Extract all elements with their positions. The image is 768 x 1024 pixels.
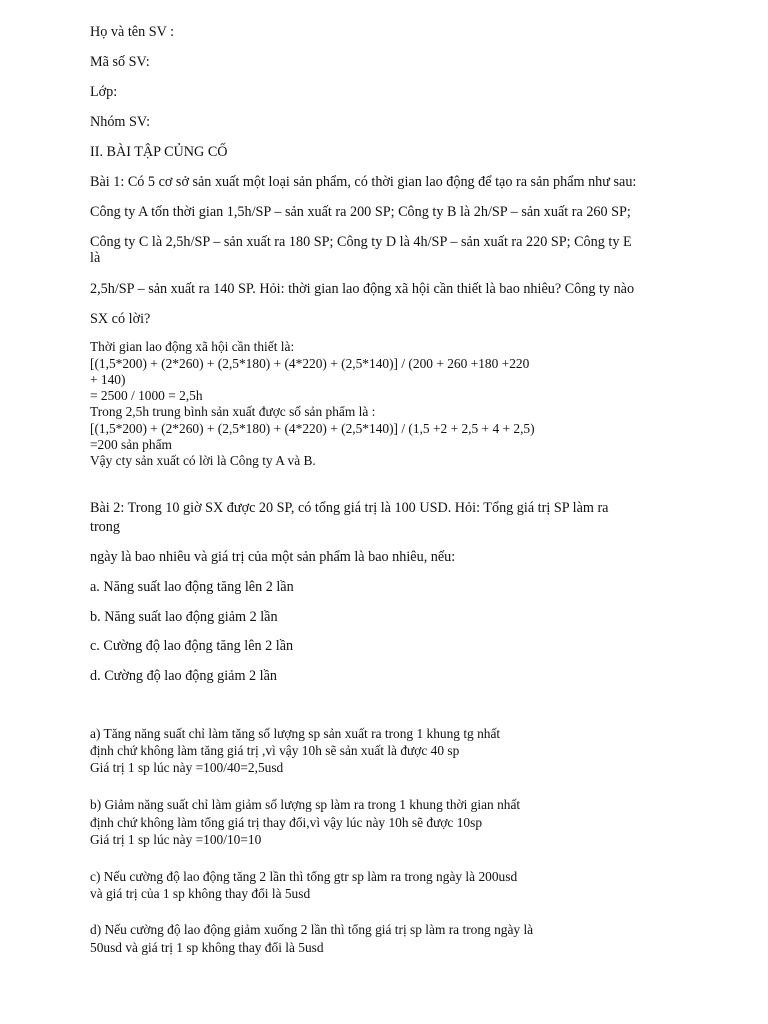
bai1-answer-line: Trong 2,5h trung bình sản xuất được số sản phẩm là : xyxy=(90,404,376,419)
bai2-answer-d-line: d) Nếu cường độ lao động giảm xuống 2 lần thì tổng giá trị sp làm ra trong ngày là xyxy=(90,922,534,937)
bai1-question-line: Bài 1: Có 5 cơ sở sản xuất một loại sản phẩm, có thời gian lao động để tạo ra sản phẩm như sau: xyxy=(90,174,637,190)
bai2-answer-b-line: định chứ không làm tổng giá trị thay đổi,vì vậy lúc này 10h sẽ được 10sp xyxy=(90,815,483,830)
bai2-answer-a-line: a) Tăng năng suất chỉ làm tăng số lượng sp sản xuất ra trong 1 khung tg nhất xyxy=(90,726,501,741)
student-name-label: Họ và tên SV : xyxy=(90,24,175,40)
section-title: II. BÀI TẬP CỦNG CỐ xyxy=(90,144,228,160)
bai1-answer-line: [(1,5*200) + (2*260) + (2,5*180) + (4*220) + (2,5*140)] / (200 + 260 +180 +220 xyxy=(90,356,530,371)
class-label: Lớp: xyxy=(90,84,118,100)
bai1-question-line: là xyxy=(90,250,101,266)
bai2-option: a. Năng suất lao động tăng lên 2 lần xyxy=(90,579,294,595)
bai1-answer-line: + 140) xyxy=(90,372,126,387)
bai2-question-line: Bài 2: Trong 10 giờ SX được 20 SP, có tổng giá trị là 100 USD. Hỏi: Tổng giá trị SP làm ra xyxy=(90,500,609,516)
bai1-answer-line: = 2500 / 1000 = 2,5h xyxy=(90,388,203,403)
bai2-answer-a-line: định chứ không làm tăng giá trị ,vì vậy 10h sẽ sản xuất là được 40 sp xyxy=(90,743,460,758)
bai2-option: d. Cường độ lao động giảm 2 lần xyxy=(90,668,278,684)
group-label: Nhóm SV: xyxy=(90,114,151,130)
bai1-question-line: SX có lời? xyxy=(90,311,151,327)
bai2-answer-d-line: 50usd và giá trị 1 sp không thay đổi là 5usd xyxy=(90,940,324,955)
bai2-answer-b-line: b) Giảm năng suất chỉ làm giảm số lượng sp làm ra trong 1 khung thời gian nhất xyxy=(90,797,521,812)
bai2-option: c. Cường độ lao động tăng lên 2 lần xyxy=(90,638,294,654)
bai1-question-line: Công ty A tốn thời gian 1,5h/SP – sản xuất ra 200 SP; Công ty B là 2h/SP – sản xuất ra 260 SP; xyxy=(90,204,631,220)
bai2-answer-c-line: và giá trị của 1 sp không thay đổi là 5usd xyxy=(90,886,311,901)
bai2-answer-c-line: c) Nếu cường độ lao động tăng 2 lần thì tổng gtr sp làm ra trong ngày là 200usd xyxy=(90,869,518,884)
bai1-question-line: 2,5h/SP – sản xuất ra 140 SP. Hỏi: thời gian lao động xã hội cần thiết là bao nhiêu? Công ty nào xyxy=(90,281,635,297)
bai1-answer-line: Thời gian lao động xã hội cần thiết là: xyxy=(90,339,295,354)
bai1-answer-line: =200 sản phẩm xyxy=(90,437,172,452)
bai2-answer-a-line: Giá trị 1 sp lúc này =100/40=2,5usd xyxy=(90,760,284,775)
bai1-answer-line: Vậy cty sản xuất có lời là Công ty A và B. xyxy=(90,453,316,468)
bai2-question-line: ngày là bao nhiêu và giá trị của một sản phẩm là bao nhiêu, nếu: xyxy=(90,549,456,565)
bai2-answer-b-line: Giá trị 1 sp lúc này =100/10=10 xyxy=(90,832,262,847)
bai1-answer-line: [(1,5*200) + (2*260) + (2,5*180) + (4*220) + (2,5*140)] / (1,5 +2 + 2,5 + 4 + 2,5) xyxy=(90,421,535,436)
student-id-label: Mã số SV: xyxy=(90,54,150,70)
bai2-question-line: trong xyxy=(90,519,120,535)
bai1-question-line: Công ty C là 2,5h/SP – sản xuất ra 180 SP; Công ty D là 4h/SP – sản xuất ra 220 SP; Công ty E xyxy=(90,234,632,250)
bai2-option: b. Năng suất lao động giảm 2 lần xyxy=(90,609,278,625)
